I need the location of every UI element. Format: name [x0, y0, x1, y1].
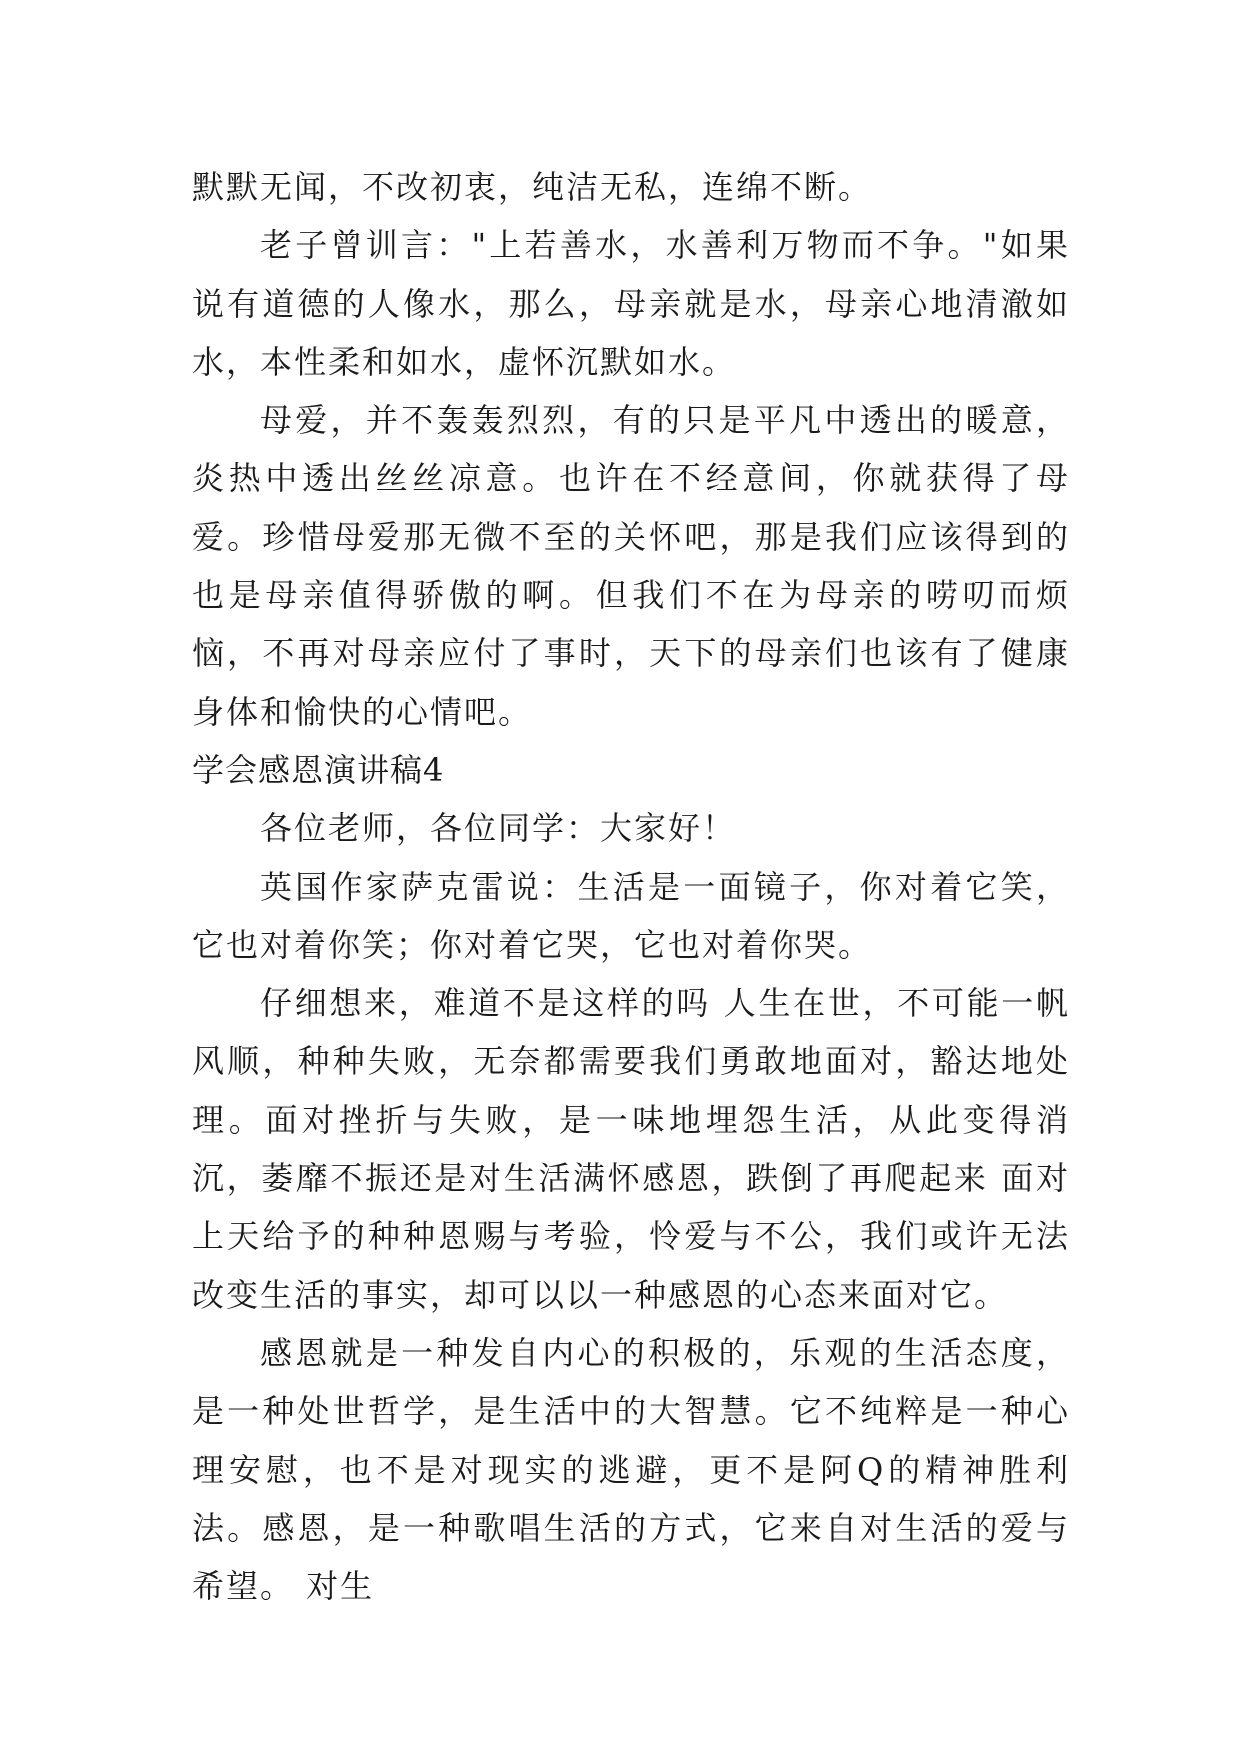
section-heading: 学会感恩演讲稿4 [192, 750, 445, 789]
paragraph-mother-love: 母爱，并不轰轰烈烈，有的只是平凡中透出的暖意，炎热中透出丝丝凉意。也许在不经意间，你就获得了母爱。珍惜母爱那无微不至的关怀吧，那是我们应该得到的也是母亲值得骄傲的啊。但我们不在为母亲的唠叨而烦恼，不再对母亲应付了事时，天下的母亲们也该有了健康身体和愉快的心情吧。 [192, 401, 1070, 731]
paragraph-gratitude: 感恩就是一种发自内心的积极的，乐观的生活态度，是一种处世哲学，是生活中的大智慧。它不纯粹是一种心理安慰，也不是对现实的逃避，更不是阿Q的精神胜利法。感恩，是一种歌唱生活的方式，它来自对生活的爱与希望。 对生 [192, 1333, 1070, 1606]
paragraph-thackeray: 英国作家萨克雷说：生活是一面镜子，你对着它笑，它也对着你笑；你对着它哭，它也对着你哭。 [192, 867, 1070, 964]
paragraph-greeting: 各位老师，各位同学：大家好！ [260, 809, 737, 848]
paragraph-laozi: 老子曾训言："上若善水，水善利万物而不争。"如果说有道德的人像水，那么，母亲就是水，母亲心地清澈如水，本性柔和如水，虚怀沉默如水。 [192, 226, 1070, 381]
document-body [192, 158, 1070, 1615]
paragraph-reflection: 仔细想来，难道不是这样的吗 人生在世，不可能一帆风顺，种种失败，无奈都需要我们勇敢地面对，豁达地处理。面对挫折与失败，是一味地埋怨生活，从此变得消沉，萎靡不振还是对生活满怀感恩，跌倒了再爬起来 面对上天给予的种种恩赐与考验，怜爱与不公，我们或许无法改变生活的事实，却可以以一种感恩的心态来面对它。 [192, 984, 1070, 1314]
paragraph-continuation: 默默无闻，不改初衷，纯洁无私，连绵不断。 [192, 168, 873, 206]
